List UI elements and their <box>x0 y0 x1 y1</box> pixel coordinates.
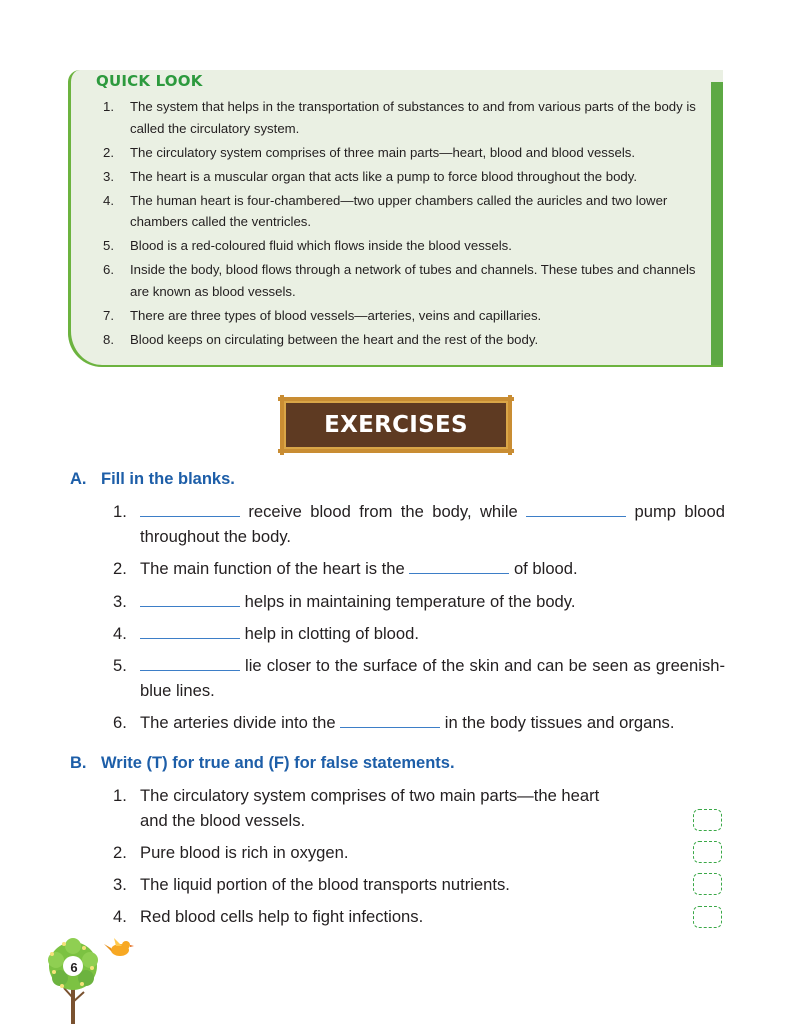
page-number: 6 <box>70 960 78 975</box>
answer-blank[interactable] <box>526 502 626 517</box>
banner-frame-stick <box>278 397 514 401</box>
question-text: receive blood from the body, while <box>240 502 527 521</box>
item-text: There are three types of blood vessels—arteries, veins and capillaries. <box>130 307 542 323</box>
statement-item <box>113 783 673 833</box>
true-false-list <box>113 783 673 929</box>
answer-blank[interactable] <box>140 624 240 639</box>
section-a-heading <box>70 470 235 489</box>
item-text: Blood is a red-coloured fluid which flows inside the blood vessels. <box>130 238 512 253</box>
item-text: The heart is a muscular organ that acts like a pump to force blood throughout the body. <box>130 168 638 184</box>
item-text: Blood keeps on circulating between the heart and the rest of the body. <box>130 331 539 347</box>
quick-look-item <box>98 96 702 139</box>
question-text: of blood. <box>509 559 578 578</box>
answer-box[interactable] <box>693 841 722 863</box>
quick-look-item <box>98 259 702 302</box>
section-letter: A. <box>70 470 87 488</box>
answer-box[interactable] <box>693 873 722 895</box>
question-number: 4. <box>113 624 127 643</box>
exercises-title: EXERCISES <box>324 412 468 438</box>
question-text: pump blood throughout the body. <box>140 502 725 546</box>
banner-frame-stick <box>280 395 284 455</box>
quick-look-title: QUICK LOOK <box>96 72 203 90</box>
question-item <box>113 621 725 646</box>
item-number: 7. <box>103 307 114 323</box>
bird-icon <box>104 938 134 956</box>
item-number: 3. <box>103 168 114 184</box>
answer-blank[interactable] <box>140 656 240 671</box>
quick-look-item <box>98 329 702 351</box>
statement-text: Red blood cells help to fight infections. <box>140 907 424 926</box>
statement-number: 3. <box>113 875 127 894</box>
answer-box[interactable] <box>693 906 722 928</box>
section-title: Write (T) for true and (F) for false statements. <box>101 754 455 772</box>
item-number: 4. <box>103 192 114 208</box>
item-number: 8. <box>103 331 114 347</box>
item-text: The human heart is four-chambered—two upper chambers called the auricles and two lower chambers called the ventricles. <box>130 192 668 229</box>
exercises-banner <box>283 400 509 450</box>
statement-number: 1. <box>113 786 127 805</box>
answer-blank[interactable] <box>140 502 240 517</box>
question-number: 3. <box>113 592 127 611</box>
section-title: Fill in the blanks. <box>101 470 235 488</box>
item-number: 2. <box>103 144 114 160</box>
answer-blank[interactable] <box>140 592 240 607</box>
question-number: 6. <box>113 713 127 732</box>
statement-number: 4. <box>113 907 127 926</box>
question-number: 1. <box>113 502 127 521</box>
question-item <box>113 589 725 614</box>
answer-blank[interactable] <box>409 559 509 574</box>
section-b-heading <box>70 754 455 773</box>
item-number: 6. <box>103 262 114 277</box>
quick-look-item <box>98 166 702 188</box>
question-text: The arteries divide into the <box>140 713 341 732</box>
question-text: The main function of the heart is the <box>140 559 410 578</box>
question-text: help in clotting of blood. <box>240 624 419 643</box>
question-item <box>113 653 725 703</box>
fill-in-blanks-list <box>113 499 725 735</box>
banner-frame-stick <box>508 395 512 455</box>
section-letter: B. <box>70 754 87 772</box>
answer-blank[interactable] <box>340 713 440 728</box>
statement-text: Pure blood is rich in oxygen. <box>140 843 349 862</box>
question-item <box>113 556 725 581</box>
question-item <box>113 710 725 735</box>
quick-look-item <box>98 235 702 257</box>
tree-icon <box>44 938 134 1024</box>
statement-text: The liquid portion of the blood transports nutrients. <box>140 875 510 894</box>
banner-frame-stick <box>278 449 514 453</box>
statement-item <box>113 904 673 929</box>
question-text: lie closer to the surface of the skin and can be seen as greenish-blue lines. <box>140 656 725 700</box>
statement-text: and the blood vessels. <box>140 811 306 830</box>
answer-box[interactable] <box>693 809 722 831</box>
question-number: 2. <box>113 559 127 578</box>
quick-look-item <box>98 142 702 164</box>
item-text: Inside the body, blood flows through a network of tubes and channels. These tubes and channels are known as blood vessels. <box>130 262 696 299</box>
quick-look-list <box>98 96 702 353</box>
item-text: The circulatory system comprises of three main parts—heart, blood and blood vessels. <box>130 144 636 160</box>
item-number: 1. <box>103 99 114 114</box>
quick-look-item <box>98 190 702 233</box>
question-number: 5. <box>113 656 127 675</box>
item-number: 5. <box>103 238 114 253</box>
item-text: The system that helps in the transportation of substances to and from various parts of the body is called the circulatory system. <box>130 99 696 136</box>
statement-item <box>113 840 673 865</box>
statement-text: The circulatory system comprises of two main parts—the heart <box>140 786 600 805</box>
statement-number: 2. <box>113 843 127 862</box>
quick-look-item <box>98 305 702 327</box>
statement-item <box>113 872 673 897</box>
question-text: in the body tissues and organs. <box>440 713 675 732</box>
question-item <box>113 499 725 549</box>
question-text: helps in maintaining temperature of the body. <box>240 592 576 611</box>
